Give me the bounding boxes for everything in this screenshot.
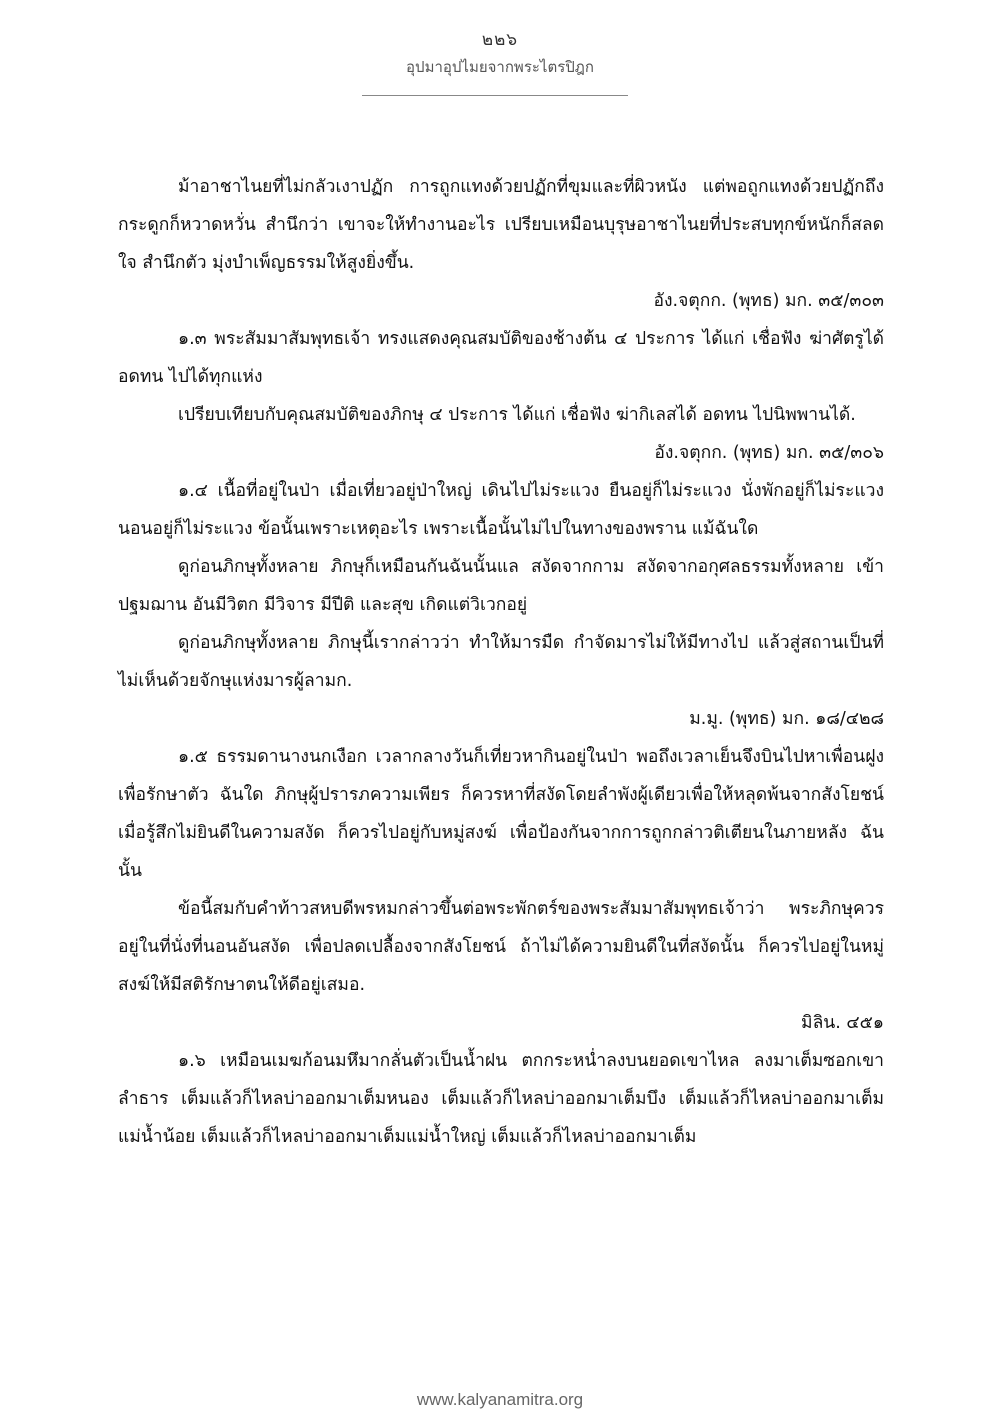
paragraph-2: ๑.๓ พระสัมมาสัมพุทธเจ้า ทรงแสดงคุณสมบัติของช้างต้น ๔ ประการ ได้แก่ เชื่อฟัง ฆ่าศัตรูได้ อดทน ไปได้ทุกแห่ง xyxy=(118,329,884,387)
page-body xyxy=(118,168,884,1156)
citation-2: อัง.จตุกก. (พุทธ) มก. ๓๕/๓๐๖ xyxy=(654,443,884,463)
paragraph-1: ม้าอาชาไนยที่ไม่กลัวเงาปฏัก การถูกแทงด้วยปฏักที่ขุมและที่ผิวหนัง แต่พอถูกแทงด้วยปฏักถึงกระดูกก็หวาดหวั่น สำนึกว่า เขาจะให้ทำงานอะไร เปรียบเหมือนบุรุษอาชาไนยที่ประสบทุกข์หนักก็สลดใจ สำนึกตัว มุ่งบำเพ็ญธรรมให้สูงยิ่งขึ้น. xyxy=(118,177,884,273)
book-title: อุปมาอุปไมยจากพระไตรปิฎก xyxy=(406,58,594,76)
paragraph-6: ดูก่อนภิกษุทั้งหลาย ภิกษุนี้เรากล่าวว่า ทำให้มารมืด กำจัดมารไม่ให้มีทางไป แล้วสู่สถานเป็นที่ไม่เห็นด้วยจักษุแห่งมารผู้ลามก. xyxy=(118,633,884,691)
footer-website: www.kalyanamitra.org xyxy=(416,1390,584,1409)
header-divider xyxy=(362,95,628,96)
citation-1: อัง.จตุกก. (พุทธ) มก. ๓๕/๓๐๓ xyxy=(653,291,884,311)
paragraph-5: ดูก่อนภิกษุทั้งหลาย ภิกษุก็เหมือนกันฉันนั้นแล สงัดจากกาม สงัดจากอกุศลธรรมทั้งหลาย เข้าปฐมฌาน อันมีวิตก มีวิจาร มีปีติ และสุข เกิดแต่วิเวกอยู่ xyxy=(118,557,884,615)
paragraph-4: ๑.๔ เนื้อที่อยู่ในป่า เมื่อเที่ยวอยู่ป่าใหญ่ เดินไปไม่ระแวง ยืนอยู่ก็ไม่ระแวง นั่งพักอยู่ก็ไม่ระแวง นอนอยู่ก็ไม่ระแวง ข้อนั้นเพราะเหตุอะไร เพราะเนื้อนั้นไม่ไปในทางของพราน แม้ฉันใด xyxy=(118,481,884,539)
page-header xyxy=(0,28,1000,78)
paragraph-7: ๑.๕ ธรรมดานางนกเงือก เวลากลางวันก็เที่ยวหากินอยู่ในป่า พอถึงเวลาเย็นจึงบินไปหาเพื่อนฝูงเพื่อรักษาตัว ฉันใด ภิกษุผู้ปรารภความเพียร ก็ควรหาที่สงัดโดยลำพังผู้เดียวเพื่อให้หลุดพ้นจากสังโยชน์ เมื่อรู้สึกไม่ยินดีในความสงัด ก็ควรไปอยู่กับหมู่สงฆ์ เพื่อป้องกันจากการถูกกล่าวติเตียนในภายหลัง ฉันนั้น xyxy=(118,747,884,881)
citation-4: มิลิน. ๔๕๑ xyxy=(801,1013,884,1033)
paragraph-3: เปรียบเทียบกับคุณสมบัติของภิกษุ ๔ ประการ ได้แก่ เชื่อฟัง ฆ่ากิเลสได้ อดทน ไปนิพพานได้. xyxy=(178,405,856,425)
page-number: ๒๒๖ xyxy=(481,30,519,50)
paragraph-9: ๑.๖ เหมือนเมฆก้อนมหึมากลั่นตัวเป็นน้ำฝน ตกกระหน่ำลงบนยอดเขาไหล ลงมาเต็มซอกเขา ลำธาร เต็มแล้วก็ไหลบ่าออกมาเต็มหนอง เต็มแล้วก็ไหลบ่าออกมาเต็มบึง เต็มแล้วก็ไหลบ่าออกมาเต็มแม่น้ำน้อย เต็มแล้วก็ไหลบ่าออกมาเต็มแม่น้ำใหญ่ เต็มแล้วก็ไหลบ่าออกมาเต็ม xyxy=(118,1051,884,1147)
paragraph-8: ข้อนี้สมกับคำท้าวสหบดีพรหมกล่าวขึ้นต่อพระพักตร์ของพระสัมมาสัมพุทธเจ้าว่า พระภิกษุควรอยู่ในที่นั่งที่นอนอันสงัด เพื่อปลดเปลื้องจากสังโยชน์ ถ้าไม่ได้ความยินดีในที่สงัดนั้น ก็ควรไปอยู่ในหมู่สงฆ์ให้มีสติรักษาตนให้ดีอยู่เสมอ. xyxy=(118,899,884,995)
citation-3: ม.มู. (พุทธ) มก. ๑๘/๔๒๘ xyxy=(689,709,884,729)
